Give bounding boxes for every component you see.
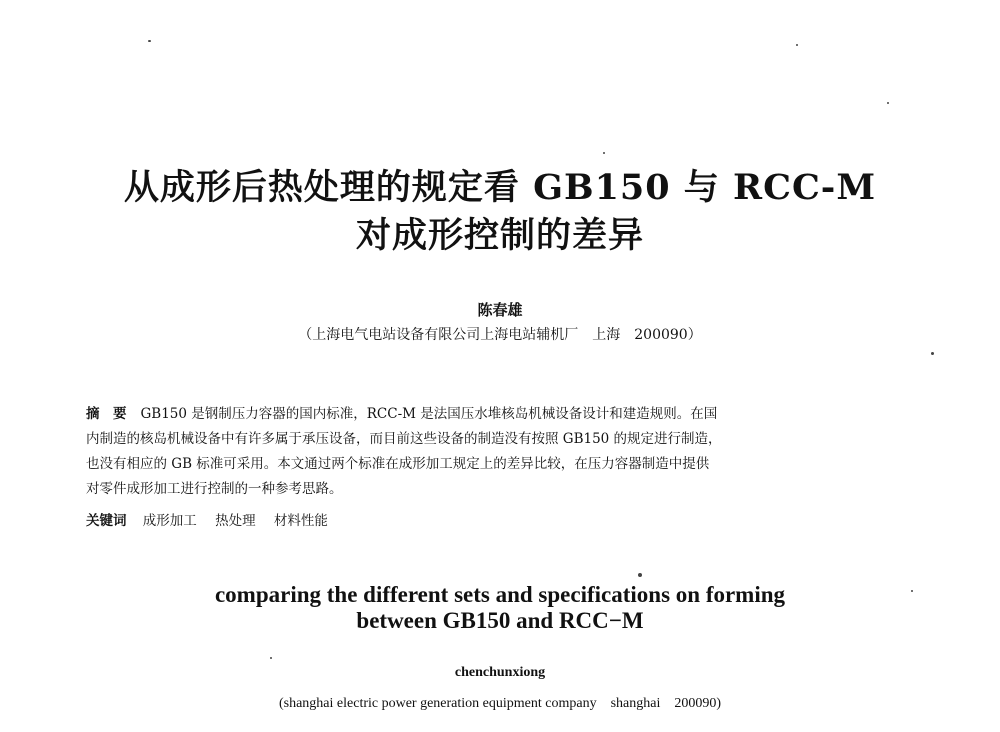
abstract-text: GB150 是钢制压力容器的国内标准，RCC-M 是法国压水堆核岛机械设备设计和建造规则。在国 <box>140 406 718 422</box>
title-en-line1: comparing the different sets and specifications on forming <box>214 582 786 607</box>
scan-speck <box>796 44 798 46</box>
abstract-line: 也没有相应的 GB 标准可采用。本文通过两个标准在成形加工规定上的差异比较，在压力容器制造中提供 <box>86 456 710 472</box>
author-cn: 陈春雄 <box>477 301 523 319</box>
abstract-line: 内制造的核岛机械设备中有许多属于承压设备，而目前这些设备的制造没有按照 GB150 的规定进行制造， <box>86 431 722 447</box>
scan-speck <box>603 152 605 154</box>
keywords-label: 关键词 <box>86 513 127 529</box>
author-en: chenchunxiong <box>454 665 546 680</box>
scan-speck <box>270 657 272 659</box>
abstract-label: 摘 要 <box>86 406 127 422</box>
abstract-line <box>86 402 914 427</box>
keyword-item: 材料性能 <box>273 513 328 529</box>
affiliation-cn: （上海电气电站设备有限公司上海电站辅机厂 上海 200090） <box>298 327 702 343</box>
scan-speck <box>931 352 934 355</box>
title-cn-line2: 对成形控制的差异 <box>355 215 644 256</box>
title-en-line2: between GB150 and RCC−M <box>356 608 644 633</box>
scan-speck <box>887 102 889 104</box>
abstract-line: 对零件成形加工进行控制的一种参考思路。 <box>86 481 343 497</box>
keyword-item: 成形加工 <box>142 513 197 529</box>
scan-speck <box>148 40 151 42</box>
abstract-block <box>86 402 914 502</box>
keywords <box>86 509 342 529</box>
title-cn-line1: 从成形后热处理的规定看 GB150 与 RCC-M <box>123 167 877 208</box>
keyword-item: 热处理 <box>215 513 256 529</box>
scan-speck <box>638 573 642 577</box>
affiliation-en: (shanghai electric power generation equipment company shanghai 200090) <box>278 696 722 711</box>
scan-speck <box>911 590 913 592</box>
